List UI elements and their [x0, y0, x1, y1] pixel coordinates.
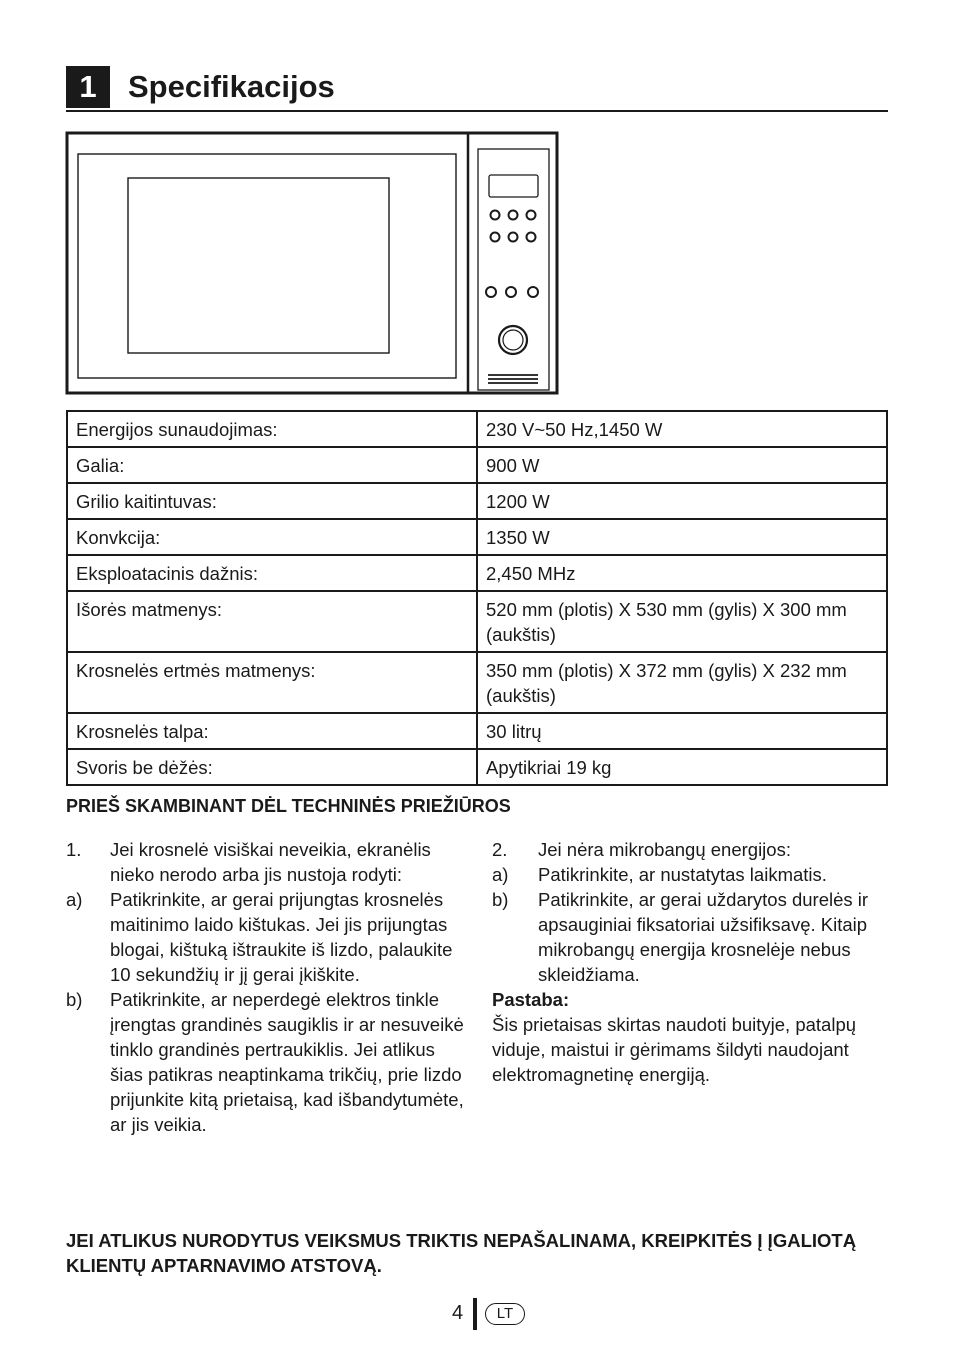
spec-value: 900 W: [477, 447, 887, 483]
service-section-title: PRIEŠ SKAMBINANT DĖL TECHNINĖS PRIEŽIŪROS: [66, 796, 511, 816]
spec-row: [67, 713, 887, 749]
spec-row: [67, 749, 887, 785]
spec-label: Krosnelės talpa:: [67, 713, 477, 749]
service-step: b) Patikrinkite, ar gerai uždarytos durelės ir apsauginiai fiksatoriai užsifiksavę. Kitaip mikrobangų energija krosnelėje nebus skleidžiama.: [492, 889, 869, 985]
spec-row: [67, 555, 887, 591]
page-number: 4: [452, 1302, 464, 1324]
spec-value: 1350 W: [477, 519, 887, 555]
page-divider: [473, 1298, 477, 1330]
spec-value: 2,450 MHz: [477, 555, 887, 591]
service-steps-right: [492, 837, 892, 1087]
spec-label: Grilio kaitintuvas:: [67, 483, 477, 519]
spec-row: [67, 591, 887, 652]
service-warning: JEI ATLIKUS NURODYTUS VEIKSMUS TRIKTIS NEPAŠALINAMA, KREIPKITĖS Į ĮGALIOTĄ KLIENTŲ APTARNAVIMO ATSTOVĄ.: [66, 1230, 857, 1276]
spec-label: Energijos sunaudojimas:: [67, 411, 477, 447]
note-text: Šis prietaisas skirtas naudoti buityje, patalpų viduje, maistui ir gėrimams šildyti naudojant elektromagnetinę energiją.: [492, 1014, 857, 1085]
spec-row: [67, 652, 887, 713]
spec-row: [67, 411, 887, 447]
microwave-diagram: [64, 130, 560, 398]
language-badge: LT: [485, 1303, 525, 1325]
note-title: Pastaba:: [492, 989, 570, 1010]
service-steps-left: [66, 837, 466, 1137]
service-step: a) Patikrinkite, ar gerai prijungtas krosnelės maitinimo laido kištukas. Jei jis prijungtas blogai, kištuką ištraukite iš lizdo, palaukite 10 sekundžių ir jį gerai įkiškite.: [66, 889, 453, 985]
section-title: Specifikacijos: [128, 69, 335, 104]
spec-label: Svoris be dėžės:: [67, 749, 477, 785]
section-number: 1: [66, 66, 110, 108]
spec-label: Eksploatacinis dažnis:: [67, 555, 477, 591]
section-heading: [66, 66, 888, 112]
spec-label: Krosnelės ertmės matmenys:: [67, 652, 477, 713]
spec-label: Galia:: [67, 447, 477, 483]
spec-value: 520 mm (plotis) X 530 mm (gylis) X 300 mm (aukštis): [477, 591, 887, 652]
spec-value: 230 V~50 Hz,1450 W: [477, 411, 887, 447]
spec-value: 1200 W: [477, 483, 887, 519]
spec-value: 350 mm (plotis) X 372 mm (gylis) X 232 mm (aukštis): [477, 652, 887, 713]
spec-label: Išorės matmenys:: [67, 591, 477, 652]
spec-row: [67, 483, 887, 519]
service-step: 2. Jei nėra mikrobangų energijos:: [492, 839, 791, 860]
spec-value: 30 litrų: [477, 713, 887, 749]
spec-label: Konvkcija:: [67, 519, 477, 555]
service-step: b) Patikrinkite, ar neperdegė elektros tinkle įrengtas grandinės saugiklis ir ar nesuveikė tinklo grandinės pertraukiklis. Jei atlikus šias patikras neaptinkama trikčių, prie lizdo prijunkite kitą prietaisą, kad išbandytumėte, ar jis veikia.: [66, 989, 464, 1135]
spec-row: [67, 447, 887, 483]
spec-row: [67, 519, 887, 555]
spec-value: Apytikriai 19 kg: [477, 749, 887, 785]
service-step: a) Patikrinkite, ar nustatytas laikmatis.: [492, 864, 827, 885]
service-step: 1. Jei krosnelė visiškai neveikia, ekranėlis nieko nerodo arba jis nustoja rodyti:: [66, 839, 431, 885]
specifications-table: [66, 410, 888, 786]
